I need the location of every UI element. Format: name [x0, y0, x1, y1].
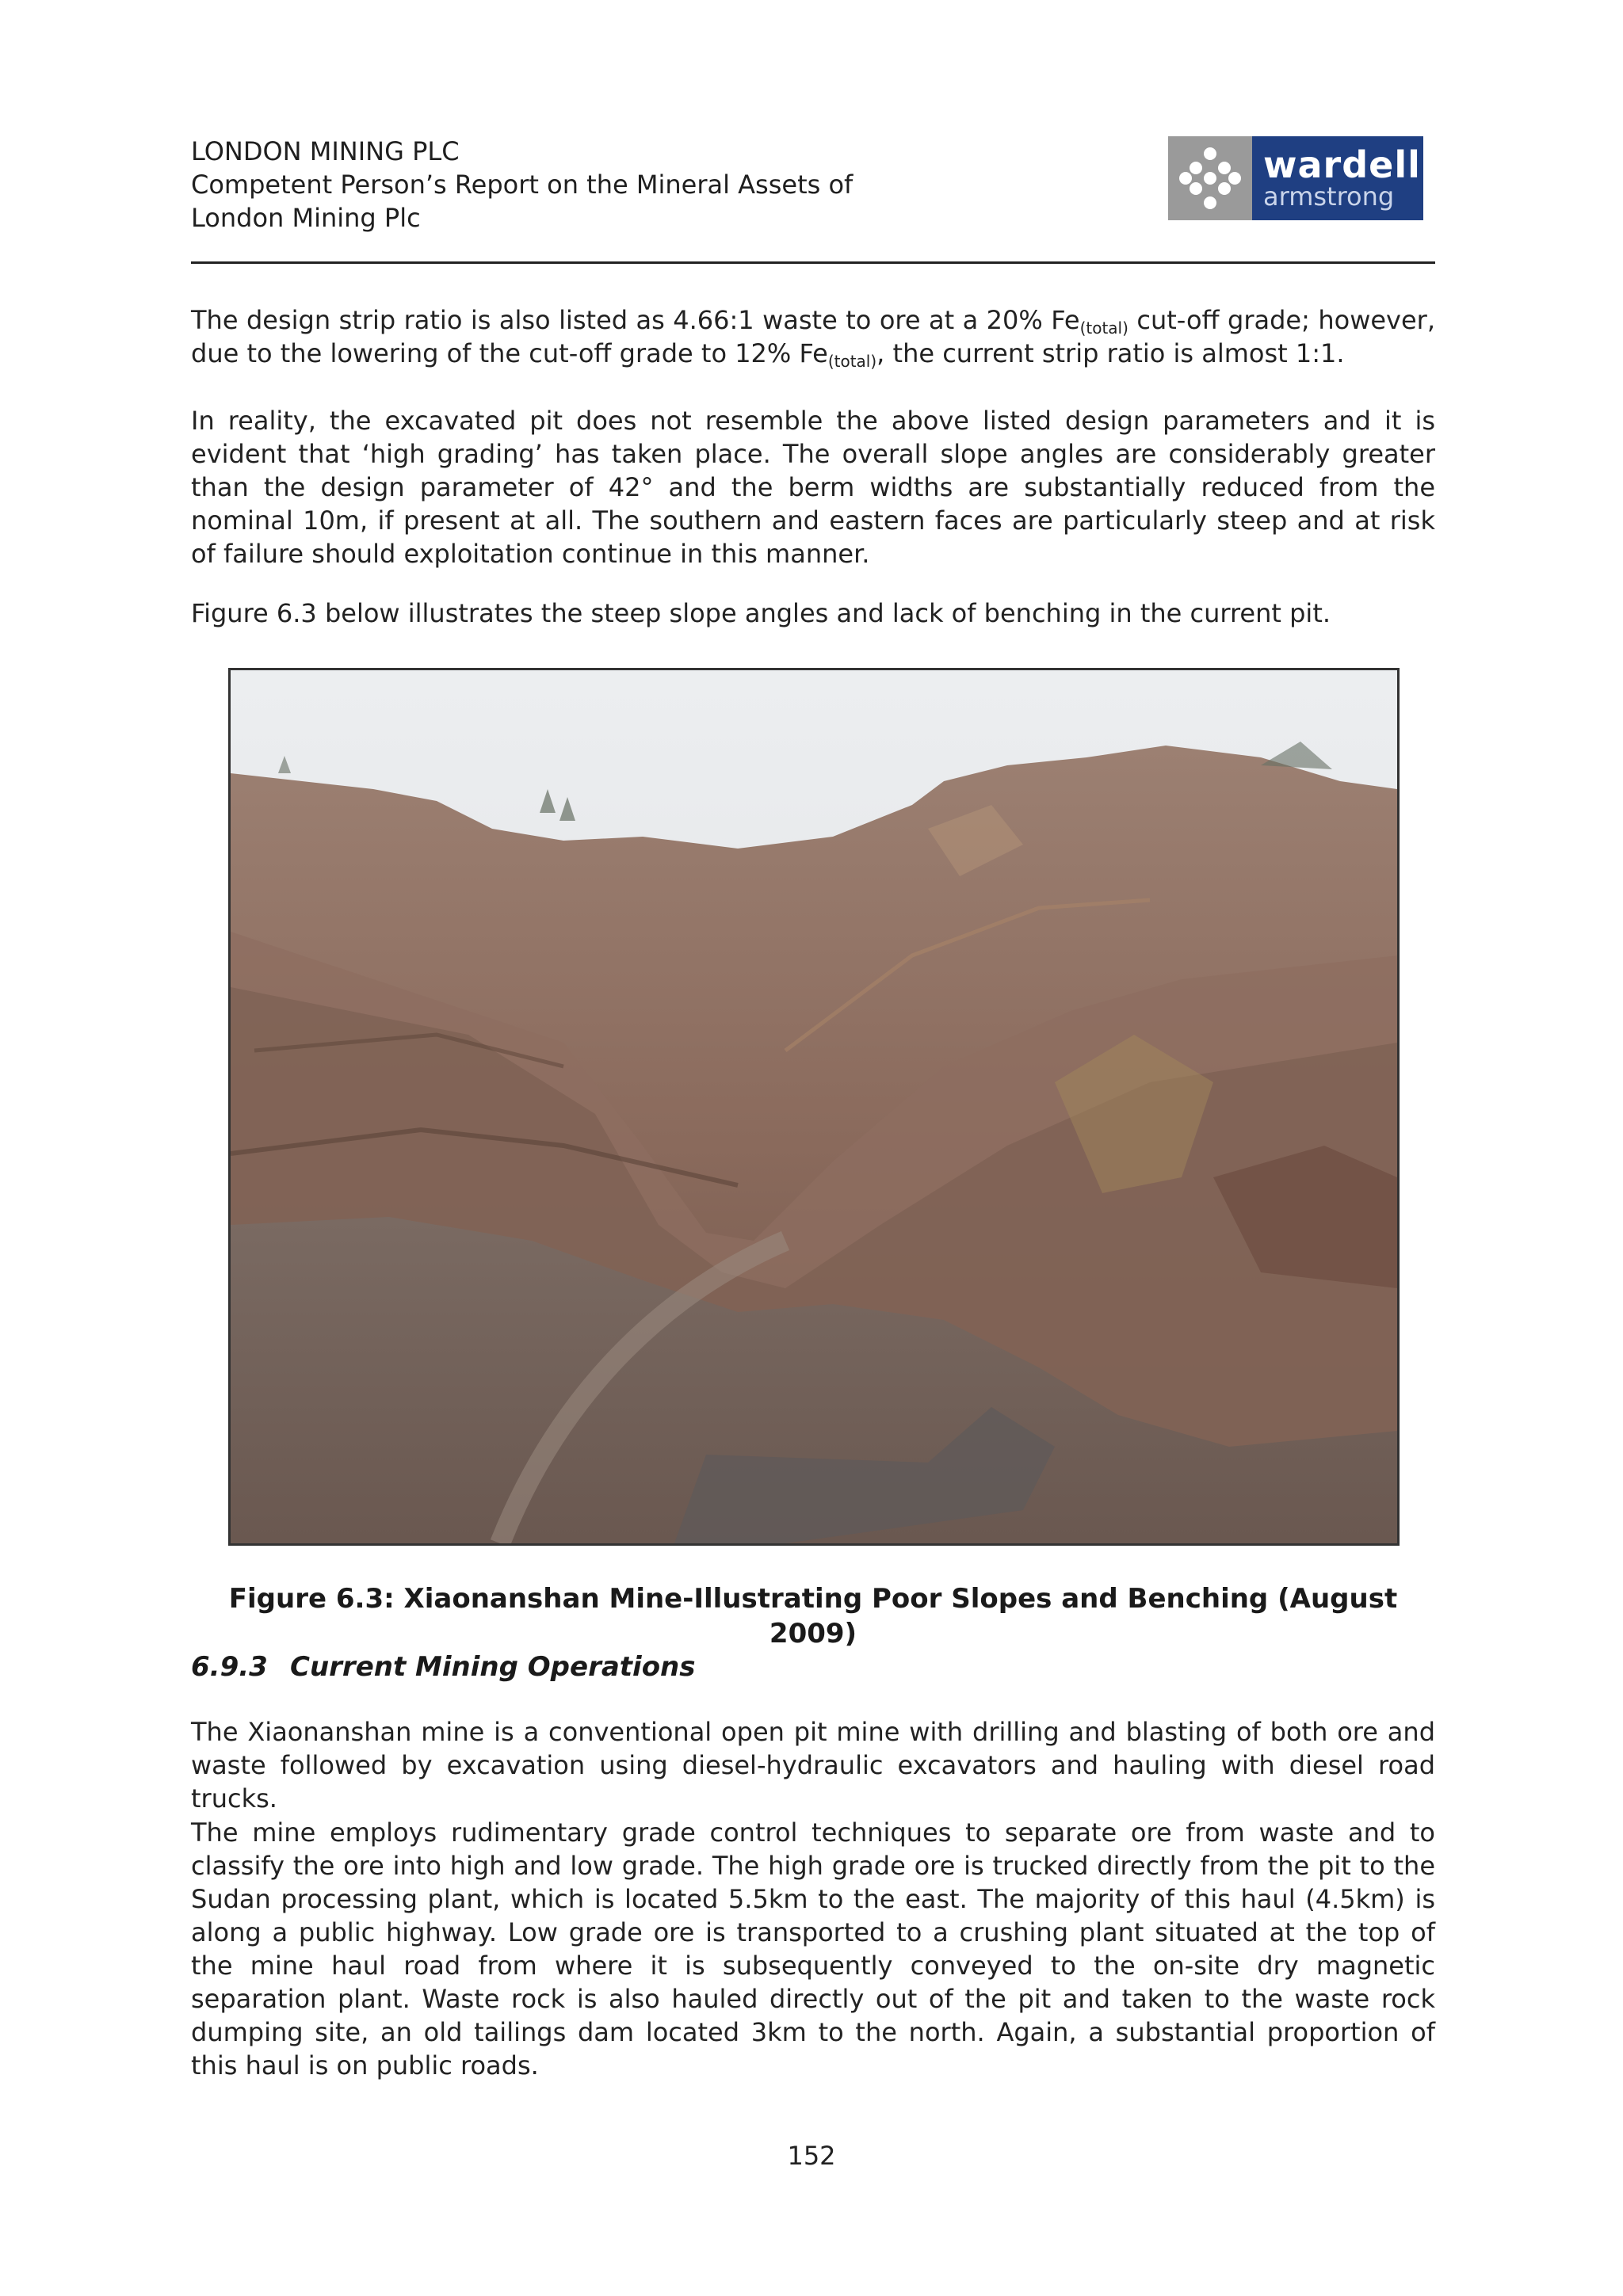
section-title: Current Mining Operations — [290, 1651, 696, 1683]
figure-pit-photo — [228, 668, 1400, 1546]
p1-subscript-2: (total) — [827, 352, 877, 371]
company-name: LONDON MINING PLC — [191, 136, 460, 166]
paragraph-high-grading: In reality, the excavated pit does not resemble the above listed design parameters and it is evident that ‘high grading’ has taken place. The overall slope angles are considerably greater than the design parameter of 42° and the berm widths are substantially reduced from the nominal 10m, if present at all. The southern and eastern faces are particularly steep and at risk of failure should exploitation continue in this manner. — [191, 406, 1435, 569]
page-header — [191, 135, 1435, 235]
logo-word-wardell: wardell — [1263, 143, 1421, 186]
paragraph-mining-method: The Xiaonanshan mine is a conventional open pit mine with drilling and blasting of both ore and waste followed by excavation using diesel-hydraulic excavators and hauling with diesel road trucks. — [191, 1717, 1435, 1814]
wardell-armstrong-logo — [1168, 136, 1423, 220]
p1-subscript-1: (total) — [1079, 318, 1128, 338]
report-title: Competent Person’s Report on the Mineral Assets of — [191, 170, 854, 200]
open-pit-photo — [231, 670, 1397, 1543]
paragraph-strip-ratio — [191, 303, 1435, 370]
page-number: 152 — [787, 2141, 836, 2171]
logo-wordmark — [1252, 136, 1423, 220]
wardell-armstrong-logo-icon — [1168, 136, 1252, 220]
figure-caption: Figure 6.3: Xiaonanshan Mine-Illustrating Poor Slopes and Benching (August 2009) — [228, 1583, 1398, 1650]
header-divider — [191, 261, 1435, 264]
p1-text-2: cut-off grade; however, due to the lowering of the cut-off grade to 12% Fe — [191, 305, 1435, 368]
section-number: 6.9.3 — [191, 1651, 268, 1683]
p1-text-3: , the current strip ratio is almost 1:1. — [876, 338, 1345, 368]
paragraph-figure-intro: Figure 6.3 below illustrates the steep slope angles and lack of benching in the current pit. — [191, 598, 1331, 628]
section-heading — [191, 1650, 696, 1684]
report-subject: London Mining Plc — [191, 203, 421, 233]
logo-word-armstrong: armstrong — [1263, 181, 1395, 212]
paragraph-grade-control: The mine employs rudimentary grade control techniques to separate ore from waste and to classify the ore into high and low grade. The high grade ore is trucked directly from the pit to the Sudan processing plant, which is located 5.5km to the east. The majority of this haul (4.5km) is along a public highway. Low grade ore is transported to a crushing plant situated at the top of the mine haul road from where it is subsequently conveyed to the on-site dry magnetic separation plant. Waste rock is also hauled directly out of the pit and taken to the waste rock dumping site, an old tailings dam located 3km to the north. Again, a substantial proportion of this haul is on public roads. — [191, 1817, 1435, 2081]
p1-text-1: The design strip ratio is also listed as 4.66:1 waste to ore at a 20% Fe — [191, 305, 1080, 335]
